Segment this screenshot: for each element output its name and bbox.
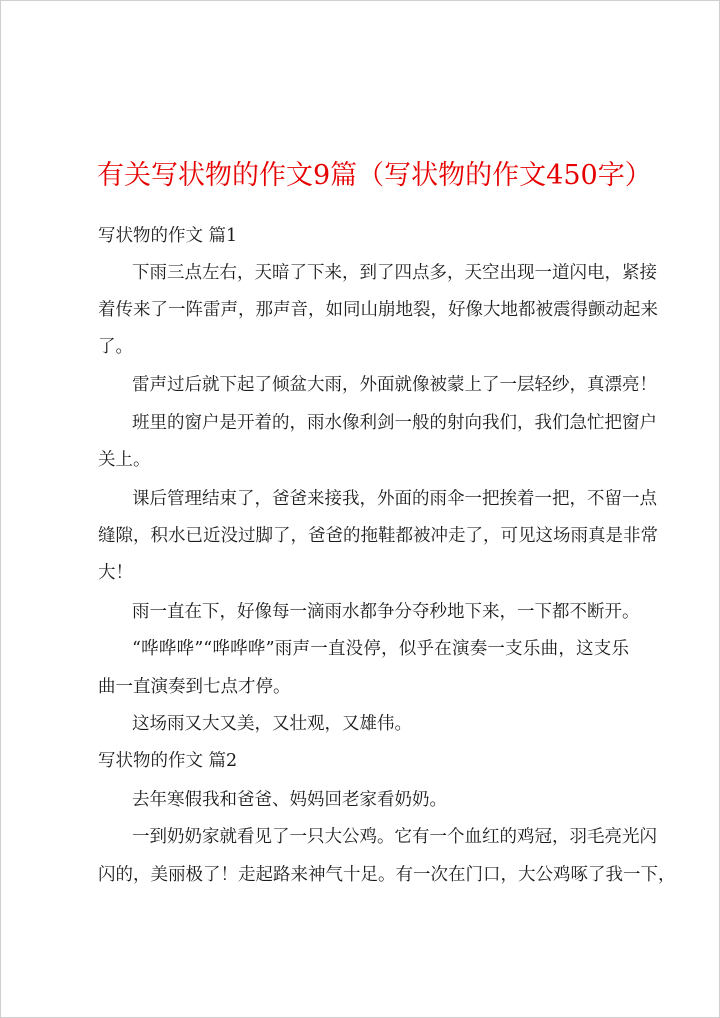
text-line: 写状物的作文 篇1	[98, 226, 238, 246]
text-line: 着传来了一阵雷声，那声音，如同山崩地裂，好像大地都被震得颤动起来	[98, 300, 658, 320]
text-line: 一到奶奶家就看见了一只大公鸡。它有一个血红的鸡冠，羽毛亮光闪	[132, 827, 657, 847]
text-line: 雷声过后就下起了倾盆大雨，外面就像被蒙上了一层轻纱，真漂亮！	[132, 375, 657, 395]
text-line: 大！	[98, 563, 133, 583]
text-line: 下雨三点左右，天暗了下来，到了四点多，天空出现一道闪电，紧接	[132, 263, 657, 283]
text-line: 雨一直在下，好像每一滴雨水都争分夺秒地下来，一下都不断开。	[132, 602, 640, 622]
text-line: 课后管理结束了，爸爸来接我，外面的雨伞一把挨着一把，不留一点	[132, 489, 657, 509]
text-line: 去年寒假我和爸爸、妈妈回老家看奶奶。	[132, 790, 447, 810]
text-line: 了。	[98, 337, 133, 357]
text-line: 曲一直演奏到七点才停。	[98, 677, 291, 697]
text-line: 缝隙，积水已近没过脚了，爸爸的拖鞋都被冲走了，可见这场雨真是非常	[98, 526, 658, 546]
text-line: 班里的窗户是开着的，雨水像利剑一般的射向我们，我们急忙把窗户	[132, 413, 657, 433]
text-line: 这场雨又大又美，又壮观，又雄伟。	[132, 714, 412, 734]
text-line: 关上。	[98, 450, 151, 470]
text-line: 闪的，美丽极了！走起路来神气十足。有一次在门口，大公鸡啄了我一下，	[98, 865, 676, 885]
document-title: 有关写状物的作文9篇（写状物的作文450字）	[97, 160, 652, 191]
text-line: “哗哗哗”“哗哗哗”雨声一直没停，似乎在演奏一支乐曲，这支乐	[132, 639, 629, 659]
text-line: 写状物的作文 篇2	[98, 751, 238, 771]
